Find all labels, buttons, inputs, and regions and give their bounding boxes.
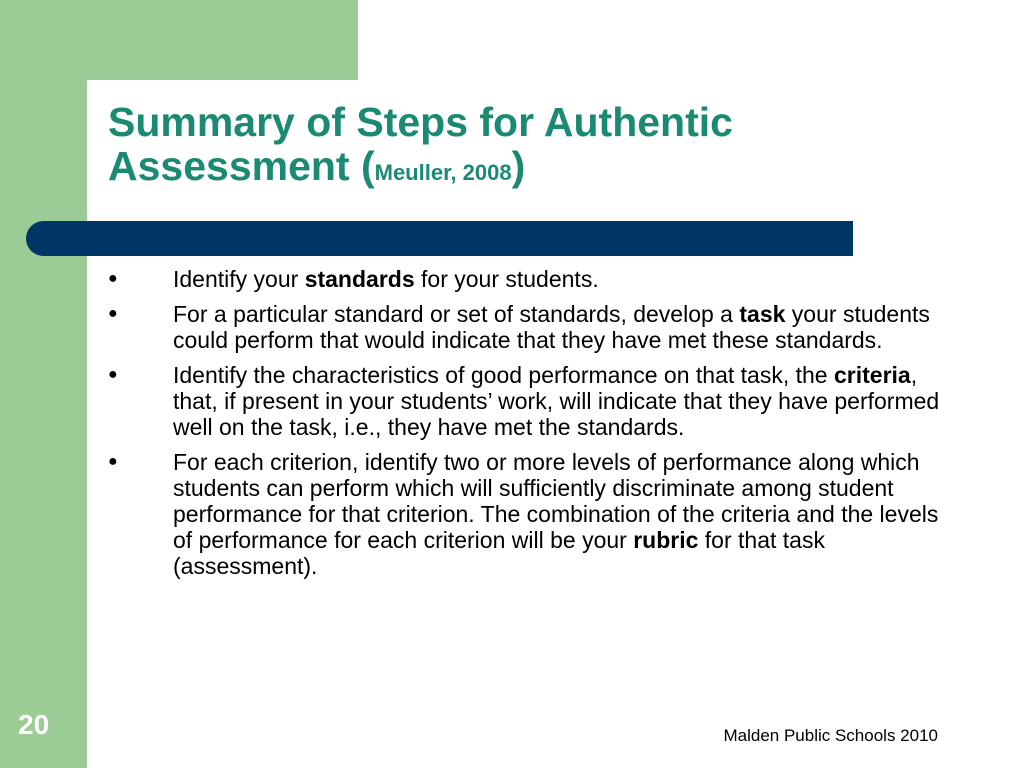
title-line-2: Assessment (	[108, 143, 375, 189]
bullet-item	[104, 449, 954, 579]
bullet-dot-icon: ●	[108, 270, 118, 287]
bullet-item	[104, 362, 954, 440]
bullet-item	[104, 266, 954, 292]
bullet-text: Identify your	[173, 266, 305, 292]
slide-number: 20	[18, 709, 50, 740]
top-green-band	[0, 0, 358, 80]
bullet-dot-icon: ●	[108, 366, 118, 383]
bullet-text: For each criterion, identify two or more levels of performance along which students can perform which will sufficiently discriminate among student performance for that criterion. The combination of the criteria and the levels of performance for each criterion will be your	[173, 449, 939, 553]
bullet-text: for your students.	[414, 266, 599, 292]
title-divider-bar	[26, 221, 853, 256]
bullet-keyword: criteria	[833, 362, 911, 388]
bullet-keyword: task	[739, 301, 786, 327]
bullet-dot-icon: ●	[108, 305, 118, 322]
bullet-text: for that task (assessment).	[173, 527, 825, 579]
bullet-text: Identify the characteristics of good performance on that task, the	[173, 362, 834, 388]
bullet-text: your students could perform that would indicate that they have met these standards.	[173, 301, 930, 353]
bullet-item	[104, 301, 954, 353]
bullet-keyword: standards	[304, 266, 415, 292]
title-citation: Meuller, 2008	[374, 160, 512, 185]
left-green-band	[0, 0, 87, 768]
slide-title	[108, 100, 868, 195]
title-line-1: Summary of Steps for Authentic	[108, 99, 733, 145]
bullet-text: , that, if present in your students’ work, will indicate that they have performed well on the task, i.e., they have met the standards.	[173, 362, 940, 440]
footer-text: Malden Public Schools 2010	[723, 726, 938, 745]
bullet-keyword: rubric	[633, 527, 699, 553]
bullet-dot-icon: ●	[108, 453, 118, 470]
bullet-list	[104, 266, 954, 588]
bullet-text: For a particular standard or set of standards, develop a	[173, 301, 740, 327]
title-close-paren: )	[511, 143, 526, 189]
